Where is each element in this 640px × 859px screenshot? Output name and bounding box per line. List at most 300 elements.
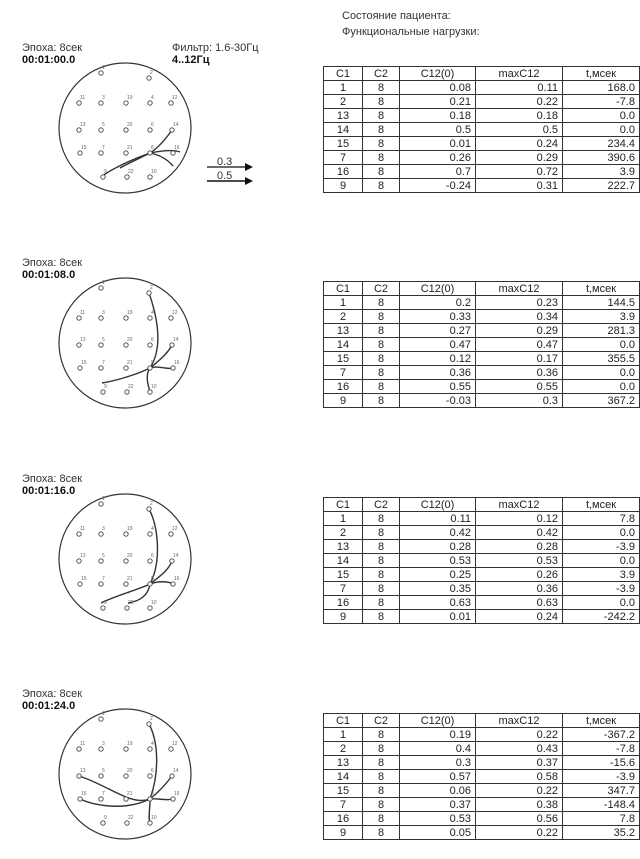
table-row (324, 812, 640, 826)
electrode-label: 8 (151, 576, 154, 582)
table-cell: -0.03 (400, 394, 476, 408)
column-header: C12(0) (400, 67, 476, 81)
electrode (148, 151, 152, 155)
electrode-label: 1 (102, 280, 105, 286)
electrode (77, 128, 81, 132)
electrode-label: 7 (102, 145, 105, 151)
table-cell: 8 (363, 512, 400, 526)
table-cell: 0.0 (563, 526, 640, 540)
electrode (148, 316, 152, 320)
arrows-icon (207, 160, 253, 186)
table-cell: 35.2 (563, 826, 640, 840)
electrode (169, 316, 173, 320)
table-row (324, 123, 640, 137)
table-cell: 0.01 (400, 137, 476, 151)
electrode-label: 13 (80, 122, 86, 128)
table-cell: 0.22 (476, 95, 563, 109)
electrode (124, 101, 128, 105)
table-cell: 1 (324, 296, 363, 310)
electrode (77, 316, 81, 320)
table-cell: 7 (324, 582, 363, 596)
electrode (147, 507, 151, 511)
electrode (148, 101, 152, 105)
head-diagram (0, 646, 200, 821)
electrode (77, 101, 81, 105)
electrode-label: 4 (151, 741, 154, 747)
electrode (99, 559, 103, 563)
table-cell: 0.28 (476, 540, 563, 554)
table-cell: 15 (324, 568, 363, 582)
electrode-label: 10 (151, 600, 157, 606)
table-cell: 0.47 (400, 338, 476, 352)
electrode (124, 582, 128, 586)
table-cell: 0.0 (563, 109, 640, 123)
table-cell: 0.63 (476, 596, 563, 610)
table-row (324, 296, 640, 310)
table-cell: 0.11 (476, 81, 563, 95)
coherence-link (149, 799, 150, 823)
column-header: maxC12 (476, 714, 563, 728)
column-header: maxC12 (476, 498, 563, 512)
table-cell: -242.2 (563, 610, 640, 624)
table-cell: 8 (363, 826, 400, 840)
electrode (171, 797, 175, 801)
electrode (99, 286, 103, 290)
table-cell: 0.22 (476, 826, 563, 840)
filter-band: 4..12Гц (172, 54, 210, 66)
electrode-label: 2 (150, 501, 153, 507)
electrode-label: 12 (172, 310, 178, 316)
electrode-label: 11 (80, 95, 86, 101)
table-cell: 0.27 (400, 324, 476, 338)
electrode-label: 16 (174, 145, 180, 151)
electrode (78, 151, 82, 155)
electrode-label: 10 (151, 169, 157, 175)
column-header: C2 (363, 67, 400, 81)
electrode (148, 532, 152, 536)
table-row (324, 770, 640, 784)
column-header: C1 (324, 714, 363, 728)
table-cell: 0.36 (476, 582, 563, 596)
table-cell: 7.8 (563, 812, 640, 826)
electrode (148, 390, 152, 394)
electrode (125, 390, 129, 394)
table-cell: 9 (324, 179, 363, 193)
table-cell: 2 (324, 526, 363, 540)
column-header: C1 (324, 498, 363, 512)
table-cell: 0.17 (476, 352, 563, 366)
electrode (124, 797, 128, 801)
electrode-label: 16 (174, 576, 180, 582)
table-cell: 1 (324, 81, 363, 95)
table-cell: 281.3 (563, 324, 640, 338)
table-cell: 8 (363, 81, 400, 95)
table-cell: 7 (324, 366, 363, 380)
table-cell: 13 (324, 109, 363, 123)
table-cell: 8 (363, 596, 400, 610)
table-cell: 9 (324, 826, 363, 840)
electrode (124, 151, 128, 155)
head-diagram (0, 431, 200, 606)
electrode-label: 7 (102, 360, 105, 366)
table-cell: 0.58 (476, 770, 563, 784)
table-cell: 0.3 (400, 756, 476, 770)
table-cell: 8 (363, 554, 400, 568)
electrode (148, 606, 152, 610)
table-row (324, 165, 640, 179)
table-row (324, 596, 640, 610)
table-cell: 8 (363, 109, 400, 123)
column-header: C1 (324, 67, 363, 81)
table-cell: 0.33 (400, 310, 476, 324)
table-row (324, 151, 640, 165)
electrode-label: 5 (102, 768, 105, 774)
electrode-label: 4 (151, 526, 154, 532)
table-header-row (324, 714, 640, 728)
table-cell: 0.5 (400, 123, 476, 137)
electrode-label: 14 (173, 122, 179, 128)
electrode (170, 343, 174, 347)
table-cell: 8 (363, 151, 400, 165)
coherence-link (150, 367, 173, 368)
table-cell: 168.0 (563, 81, 640, 95)
electrode-label: 6 (151, 553, 154, 559)
electrode (148, 821, 152, 825)
electrode-label: 9 (104, 600, 107, 606)
electrode-label: 1 (102, 496, 105, 502)
electrode-label: 20 (127, 553, 133, 559)
electrode (170, 559, 174, 563)
electrode (148, 797, 152, 801)
table-cell: -367.2 (563, 728, 640, 742)
table-cell: 0.28 (400, 540, 476, 554)
electrode-label: 12 (172, 526, 178, 532)
electrode (125, 175, 129, 179)
electrode (99, 747, 103, 751)
electrode (169, 532, 173, 536)
table-cell: 15 (324, 352, 363, 366)
electrode-label: 2 (150, 70, 153, 76)
table-cell: 0.2 (400, 296, 476, 310)
table-cell: 3.9 (563, 568, 640, 582)
electrode (99, 582, 103, 586)
table-row (324, 352, 640, 366)
epoch-time: 00:01:24.0 (22, 700, 76, 712)
table-cell: 0.23 (476, 296, 563, 310)
electrode (77, 559, 81, 563)
table-cell: 0.25 (400, 568, 476, 582)
electrode-label: 22 (128, 169, 134, 175)
table-cell: 144.5 (563, 296, 640, 310)
coherence-link (149, 293, 158, 368)
table-cell: 0.01 (400, 610, 476, 624)
table-row (324, 179, 640, 193)
table-cell: 0.37 (400, 798, 476, 812)
table-cell: 0.22 (476, 784, 563, 798)
table-cell: 13 (324, 756, 363, 770)
table-row (324, 742, 640, 756)
electrode-label: 10 (151, 815, 157, 821)
table-cell: 0.0 (563, 554, 640, 568)
table-cell: -7.8 (563, 95, 640, 109)
electrode (171, 151, 175, 155)
electrode-label: 4 (151, 95, 154, 101)
table-cell: 0.7 (400, 165, 476, 179)
table-cell: 14 (324, 554, 363, 568)
table-cell: 1 (324, 512, 363, 526)
coherence-link (150, 799, 173, 800)
table-cell: 0.11 (400, 512, 476, 526)
electrode-label: 22 (128, 384, 134, 390)
electrode (99, 316, 103, 320)
table-cell: 0.0 (563, 380, 640, 394)
electrode (124, 128, 128, 132)
electrode (124, 774, 128, 778)
table-cell: 8 (363, 296, 400, 310)
table-cell: -15.6 (563, 756, 640, 770)
electrode-label: 13 (80, 337, 86, 343)
electrode-label: 20 (127, 337, 133, 343)
electrode (124, 747, 128, 751)
electrode-label: 6 (151, 337, 154, 343)
electrode-label: 19 (127, 310, 133, 316)
table-cell: 0.22 (476, 728, 563, 742)
table-row (324, 784, 640, 798)
table-cell: 8 (363, 756, 400, 770)
table-cell: 15 (324, 137, 363, 151)
table-cell: 0.0 (563, 366, 640, 380)
electrode-label: 22 (128, 815, 134, 821)
column-header: C2 (363, 498, 400, 512)
table-row (324, 324, 640, 338)
coherence-link (101, 584, 150, 603)
table-cell: 0.57 (400, 770, 476, 784)
table-cell: 0.26 (476, 568, 563, 582)
electrode-label: 15 (81, 145, 87, 151)
table-row (324, 310, 640, 324)
table-cell: 0.5 (476, 123, 563, 137)
patient-state-label: Состояние пациента: (342, 10, 451, 22)
electrode-label: 11 (80, 741, 86, 747)
electrode (171, 582, 175, 586)
electrode-label: 14 (173, 553, 179, 559)
table-cell: 355.5 (563, 352, 640, 366)
electrode (169, 747, 173, 751)
table-cell: -0.24 (400, 179, 476, 193)
table-cell: 8 (363, 366, 400, 380)
electrode-label: 12 (172, 741, 178, 747)
electrode (148, 175, 152, 179)
table-cell: 0.63 (400, 596, 476, 610)
electrode-label: 14 (173, 768, 179, 774)
electrode (99, 717, 103, 721)
electrode-label: 22 (128, 600, 134, 606)
table-cell: 0.42 (476, 526, 563, 540)
table-cell: 0.06 (400, 784, 476, 798)
column-header: maxC12 (476, 67, 563, 81)
table-row (324, 568, 640, 582)
table-header-row (324, 498, 640, 512)
electrode-label: 3 (102, 741, 105, 747)
table-cell: 0.55 (400, 380, 476, 394)
electrode (77, 774, 81, 778)
table-cell: 0.47 (476, 338, 563, 352)
table-cell: 7 (324, 798, 363, 812)
filter-label: Фильтр: 1.6-30Гц (172, 42, 259, 54)
table-cell: 0.53 (400, 812, 476, 826)
table-cell: 0.35 (400, 582, 476, 596)
table-cell: 390.6 (563, 151, 640, 165)
table-row (324, 798, 640, 812)
electrode-label: 21 (127, 145, 133, 151)
electrode (148, 582, 152, 586)
electrode (78, 582, 82, 586)
table-cell: 0.29 (476, 151, 563, 165)
electrode-label: 19 (127, 741, 133, 747)
table-cell: 16 (324, 380, 363, 394)
table-row (324, 826, 640, 840)
table-cell: 14 (324, 338, 363, 352)
electrode (124, 559, 128, 563)
column-header: C12(0) (400, 498, 476, 512)
table-cell: -148.4 (563, 798, 640, 812)
table-cell: 8 (363, 338, 400, 352)
table-cell: 8 (363, 540, 400, 554)
table-cell: 8 (363, 179, 400, 193)
electrode-label: 10 (151, 384, 157, 390)
table-cell: 8 (363, 137, 400, 151)
electrode (124, 366, 128, 370)
coherence-link (149, 509, 157, 584)
electrode-label: 2 (150, 285, 153, 291)
column-header: t,мсек (563, 498, 640, 512)
head-diagram (0, 0, 200, 175)
electrode (171, 366, 175, 370)
electrode-label: 6 (151, 122, 154, 128)
table-cell: 9 (324, 610, 363, 624)
electrode (99, 343, 103, 347)
electrode (78, 797, 82, 801)
electrode-label: 9 (104, 815, 107, 821)
coherence-table (323, 281, 640, 408)
electrode (148, 128, 152, 132)
table-cell: 8 (363, 812, 400, 826)
table-cell: 8 (363, 742, 400, 756)
electrode-label: 12 (172, 95, 178, 101)
table-cell: 0.24 (476, 610, 563, 624)
table-cell: 222.7 (563, 179, 640, 193)
column-header: t,мсек (563, 67, 640, 81)
electrode-label: 13 (80, 768, 86, 774)
electrode-label: 21 (127, 576, 133, 582)
electrode (148, 774, 152, 778)
electrode (148, 366, 152, 370)
table-cell: 14 (324, 770, 363, 784)
electrode (148, 559, 152, 563)
table-cell: 8 (363, 582, 400, 596)
electrode-label: 19 (127, 95, 133, 101)
table-row (324, 81, 640, 95)
electrode (148, 343, 152, 347)
table-cell: 8 (363, 324, 400, 338)
electrode-label: 8 (151, 145, 154, 151)
table-cell: 0.29 (476, 324, 563, 338)
electrode-label: 4 (151, 310, 154, 316)
electrode-label: 20 (127, 768, 133, 774)
table-cell: 0.42 (400, 526, 476, 540)
table-row (324, 109, 640, 123)
table-cell: 367.2 (563, 394, 640, 408)
electrode-label: 20 (127, 122, 133, 128)
table-row (324, 756, 640, 770)
table-cell: 8 (363, 526, 400, 540)
table-row (324, 137, 640, 151)
electrode-label: 7 (102, 576, 105, 582)
table-row (324, 95, 640, 109)
table-cell: 0.43 (476, 742, 563, 756)
table-cell: 1 (324, 728, 363, 742)
table-cell: 8 (363, 123, 400, 137)
electrode (99, 101, 103, 105)
electrode (124, 316, 128, 320)
table-row (324, 582, 640, 596)
table-cell: -3.9 (563, 770, 640, 784)
table-cell: 14 (324, 123, 363, 137)
table-row (324, 380, 640, 394)
electrode (101, 175, 105, 179)
table-cell: 0.05 (400, 826, 476, 840)
electrode-label: 8 (151, 791, 154, 797)
head-diagram (0, 215, 200, 390)
electrode-label: 14 (173, 337, 179, 343)
electrode-label: 5 (102, 337, 105, 343)
table-cell: 2 (324, 742, 363, 756)
table-cell: -3.9 (563, 540, 640, 554)
electrode-label: 21 (127, 791, 133, 797)
electrode (170, 774, 174, 778)
electrode-label: 21 (127, 360, 133, 366)
electrode-label: 5 (102, 553, 105, 559)
column-header: C12(0) (400, 282, 476, 296)
table-cell: 0.72 (476, 165, 563, 179)
table-row (324, 526, 640, 540)
table-cell: 0.12 (476, 512, 563, 526)
electrode-label: 8 (151, 360, 154, 366)
table-cell: 0.0 (563, 596, 640, 610)
table-cell: 347.7 (563, 784, 640, 798)
epoch-time: 00:01:00.0 (22, 54, 76, 66)
electrode (101, 390, 105, 394)
arrow-label-1: 0.3 (217, 156, 233, 168)
electrode (77, 532, 81, 536)
electrode-label: 1 (102, 711, 105, 717)
electrode (99, 502, 103, 506)
electrode (170, 128, 174, 132)
electrode (99, 774, 103, 778)
table-cell: 8 (363, 728, 400, 742)
electrode-label: 6 (151, 768, 154, 774)
electrode-label: 16 (174, 360, 180, 366)
electrode-label: 15 (81, 360, 87, 366)
table-header-row (324, 67, 640, 81)
electrode-label: 3 (102, 310, 105, 316)
electrode-label: 15 (81, 576, 87, 582)
epoch-label: Эпоха: 8сек (22, 473, 83, 485)
coherence-table (323, 713, 640, 840)
electrode (147, 722, 151, 726)
epoch-label: Эпоха: 8сек (22, 688, 83, 700)
table-cell: -3.9 (563, 582, 640, 596)
